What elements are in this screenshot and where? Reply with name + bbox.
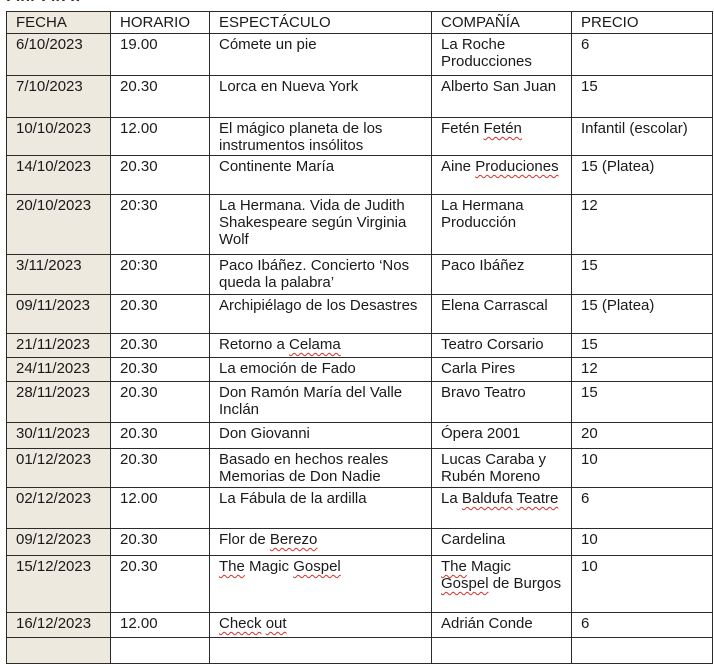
table-row (7, 423, 713, 449)
cell-horario[interactable]: 20.30 (111, 358, 210, 382)
table-row (7, 382, 713, 423)
spellcheck-flagged-word[interactable]: Gospel (293, 558, 341, 575)
cell-espectaculo[interactable] (210, 613, 432, 638)
cell-precio[interactable]: 15 (572, 255, 713, 295)
cell-espectaculo[interactable]: El mágico planeta de los instrumentos insólitos (210, 118, 432, 156)
cell-compania[interactable]: La Hermana Producción (432, 195, 572, 255)
cell-precio[interactable]: 15 (Platea) (572, 295, 713, 334)
cell-compania[interactable]: Aine Produciones (432, 156, 572, 195)
cell-fecha[interactable]: 16/12/2023 (7, 613, 111, 638)
cell-fecha[interactable] (7, 638, 111, 664)
spellcheck-flagged-word[interactable]: Check (219, 615, 262, 632)
cell-precio[interactable]: 15 (572, 382, 713, 423)
table-row (7, 295, 713, 334)
table-row (7, 358, 713, 382)
header-fecha: FECHA (7, 12, 111, 34)
cell-fecha[interactable]: 21/11/2023 (7, 334, 111, 358)
cell-horario[interactable]: 19.00 (111, 34, 210, 76)
spellcheck-flagged-word[interactable]: Teatre (516, 490, 559, 507)
cell-horario[interactable]: 20.30 (111, 334, 210, 358)
cell-precio[interactable]: 10 (572, 556, 713, 613)
cell-espectaculo[interactable]: Continente María (210, 156, 432, 195)
cell-precio[interactable] (572, 638, 713, 664)
cell-espectaculo[interactable]: Lorca en Nueva York (210, 76, 432, 118)
cell-espectaculo[interactable]: Archipiélago de los Desastres (210, 295, 432, 334)
cell-fecha[interactable]: 01/12/2023 (7, 449, 111, 488)
spellcheck-flagged-word[interactable]: Celama (289, 336, 341, 353)
table-row (7, 613, 713, 638)
cell-compania[interactable]: Fetén Fetén (432, 118, 572, 156)
cell-compania[interactable]: La Baldufa Teatre (432, 488, 572, 529)
table-row (7, 529, 713, 556)
cell-compania[interactable]: Paco Ibáñez (432, 255, 572, 295)
cell-compania[interactable]: Elena Carrascal (432, 295, 572, 334)
cell-compania[interactable]: Carla Pires (432, 358, 572, 382)
table-row (7, 118, 713, 156)
cell-horario[interactable]: 12.00 (111, 118, 210, 156)
table-row (7, 638, 713, 664)
cell-fecha[interactable]: 02/12/2023 (7, 488, 111, 529)
header-horario: HORARIO (111, 12, 210, 34)
cell-espectaculo[interactable]: Cómete un pie (210, 34, 432, 76)
table-row (7, 255, 713, 295)
cell-fecha[interactable]: 10/10/2023 (7, 118, 111, 156)
cell-fecha[interactable]: 24/11/2023 (7, 358, 111, 382)
spellcheck-flagged-word[interactable]: Fetén (483, 120, 522, 137)
spellcheck-flagged-word[interactable]: The (219, 558, 245, 575)
cell-precio[interactable]: 6 (572, 613, 713, 638)
cell-compania[interactable]: Lucas Caraba y Rubén Moreno (432, 449, 572, 488)
table-row (7, 488, 713, 529)
cell-precio[interactable]: 15 (572, 76, 713, 118)
spellcheck-flagged-word[interactable]: Baldufa (461, 490, 513, 507)
cell-precio[interactable]: 15 (572, 334, 713, 358)
spellcheck-flagged-word[interactable]: Produciones (475, 158, 559, 175)
cell-precio[interactable]: 12 (572, 358, 713, 382)
table-row (7, 195, 713, 255)
header-precio: PRECIO (572, 12, 713, 34)
cell-espectaculo[interactable]: La Fábula de la ardilla (210, 488, 432, 529)
header-row (7, 12, 713, 34)
cell-precio[interactable]: 6 (572, 488, 713, 529)
cell-horario[interactable]: 20:30 (111, 195, 210, 255)
cell-espectaculo[interactable]: La emoción de Fado (210, 358, 432, 382)
cell-fecha[interactable]: 28/11/2023 (7, 382, 111, 423)
cell-horario[interactable]: 12.00 (111, 488, 210, 529)
cell-fecha[interactable]: 09/11/2023 (7, 295, 111, 334)
cell-espectaculo[interactable]: Don Giovanni (210, 423, 432, 449)
table-row (7, 449, 713, 488)
cell-compania[interactable]: La Roche Producciones (432, 34, 572, 76)
cell-compania[interactable]: Teatro Corsario (432, 334, 572, 358)
cell-fecha[interactable]: 6/10/2023 (7, 34, 111, 76)
cell-horario[interactable]: 20.30 (111, 382, 210, 423)
spellcheck-flagged-word[interactable]: Berezo (269, 531, 318, 548)
cell-precio[interactable]: 20 (572, 423, 713, 449)
cell-espectaculo[interactable]: La Hermana. Vida de Judith Shakespeare según Virginia Wolf (210, 195, 432, 255)
cell-espectaculo[interactable]: Basado en hechos reales Memorias de Don Nadie (210, 449, 432, 488)
cell-horario[interactable] (111, 638, 210, 664)
cell-fecha[interactable]: 30/11/2023 (7, 423, 111, 449)
schedule-table (6, 11, 713, 664)
spellcheck-flagged-word[interactable]: out (265, 615, 287, 632)
cell-precio[interactable]: 15 (Platea) (572, 156, 713, 195)
table-row (7, 34, 713, 76)
cell-fecha[interactable]: 15/12/2023 (7, 556, 111, 613)
cell-fecha[interactable]: 7/10/2023 (7, 76, 111, 118)
cell-fecha[interactable]: 20/10/2023 (7, 195, 111, 255)
table-row (7, 156, 713, 195)
cell-horario[interactable]: 20.30 (111, 449, 210, 488)
cell-precio[interactable]: 6 (572, 34, 713, 76)
cell-compania[interactable]: The Magic Gospel de Burgos (432, 556, 572, 613)
cell-compania[interactable]: Bravo Teatro (432, 382, 572, 423)
cell-fecha[interactable]: 3/11/2023 (7, 255, 111, 295)
header-compania: COMPAÑÍA (432, 12, 572, 34)
cell-horario[interactable]: 12.00 (111, 613, 210, 638)
cell-horario[interactable]: 20.30 (111, 556, 210, 613)
cell-compania[interactable] (432, 638, 572, 664)
cell-horario[interactable]: 20.30 (111, 76, 210, 118)
table-row (7, 334, 713, 358)
cell-precio[interactable]: Infantil (escolar) (572, 118, 713, 156)
cell-compania[interactable]: Ópera 2001 (432, 423, 572, 449)
cell-compania[interactable]: Cardelina (432, 529, 572, 556)
cell-espectaculo[interactable]: Paco Ibáñez. Concierto ‘Nos queda la palabra’ (210, 255, 432, 295)
cell-espectaculo[interactable]: The Magic Gospel (210, 556, 432, 613)
header-espectaculo: ESPECTÁCULO (210, 12, 432, 34)
cell-espectaculo[interactable] (210, 638, 432, 664)
cell-espectaculo[interactable]: Don Ramón María del Valle Inclán (210, 382, 432, 423)
cell-horario[interactable]: 20.30 (111, 295, 210, 334)
cell-horario[interactable]: 20.30 (111, 423, 210, 449)
cell-precio[interactable]: 10 (572, 449, 713, 488)
spellcheck-flagged-word[interactable]: Gospel (441, 575, 489, 592)
cell-horario[interactable]: 20.30 (111, 156, 210, 195)
cell-espectaculo[interactable]: Flor de Berezo (210, 529, 432, 556)
cell-compania[interactable]: Adrián Conde (432, 613, 572, 638)
cell-precio[interactable]: 12 (572, 195, 713, 255)
cell-fecha[interactable]: 14/10/2023 (7, 156, 111, 195)
document-title-fragment (6, 0, 81, 1)
cell-horario[interactable]: 20:30 (111, 255, 210, 295)
cell-precio[interactable]: 10 (572, 529, 713, 556)
table-row (7, 76, 713, 118)
cell-horario[interactable]: 20.30 (111, 529, 210, 556)
cell-espectaculo[interactable]: Retorno a Celama (210, 334, 432, 358)
cell-fecha[interactable]: 09/12/2023 (7, 529, 111, 556)
table-row (7, 556, 713, 613)
cell-compania[interactable]: Alberto San Juan (432, 76, 572, 118)
spellcheck-flagged-word[interactable]: The (441, 558, 467, 575)
